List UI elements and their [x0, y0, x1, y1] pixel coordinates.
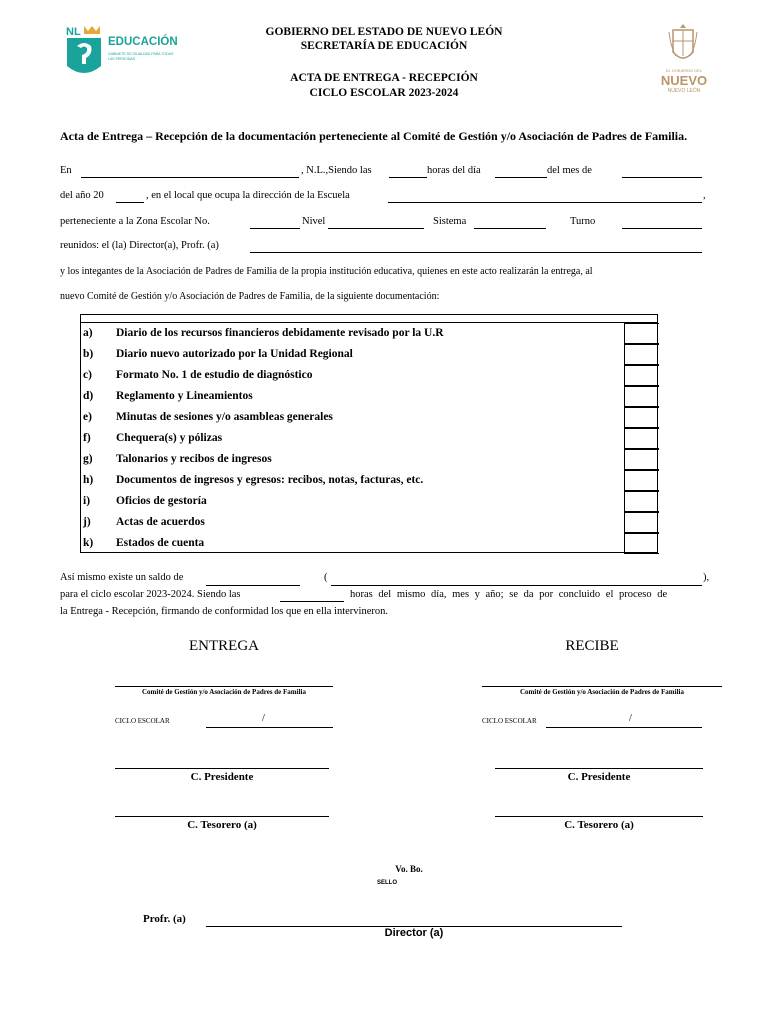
document-checkbox[interactable] — [624, 323, 659, 344]
document-item: Chequera(s) y pólizas — [116, 432, 223, 444]
field-saldo[interactable] — [206, 585, 300, 586]
document-letter: k) — [83, 537, 94, 549]
field-localidad[interactable] — [81, 177, 299, 178]
education-logo-name: EDUCACIÓN — [108, 36, 178, 48]
document-checkbox[interactable] — [624, 512, 659, 533]
text-integrantes: y los integantes de la Asociación de Padres de Familia de la propia institución educativa, quienes en este acto realizarán la entrega, al — [60, 266, 593, 277]
document-checkbox[interactable] — [624, 428, 659, 449]
label-profr: Profr. (a) — [143, 913, 186, 925]
intro-title: Acta de Entrega – Recepción de la documentación perteneciente al Comité de Gestión y/o Asociación de Padres de Familia. — [60, 129, 688, 143]
table-row — [81, 512, 657, 533]
document-checkbox[interactable] — [624, 533, 659, 554]
label-horas-mismo-dia: horas del mismo día, mes y año; se da por concluido el proceso de — [350, 589, 668, 600]
document-item: Talonarios y recibos de ingresos — [116, 453, 272, 465]
header-acta-title: ACTA DE ENTREGA - RECEPCIÓN — [290, 72, 478, 84]
label-comite-recibe: Comité de Gestión y/o Asociación de Padres de Familia — [520, 688, 684, 696]
field-saldo-letra[interactable] — [331, 585, 702, 586]
document-checkbox[interactable] — [624, 407, 659, 428]
document-letter: c) — [83, 369, 92, 381]
field-director-name[interactable] — [250, 252, 702, 253]
education-logo-tagline: GABINETE DE IGUALDAD PARA TODAS LAS PERSONAS — [108, 52, 174, 61]
document-item: Reglamento y Lineamientos — [116, 390, 253, 402]
field-horas-cierre[interactable] — [280, 601, 344, 602]
label-nivel: Nivel — [302, 216, 326, 227]
signature-line-entrega-comite[interactable] — [115, 686, 333, 687]
label-comma: , — [703, 190, 706, 201]
document-item: Diario nuevo autorizado por la Unidad Regional — [116, 348, 353, 360]
table-row — [81, 470, 657, 491]
field-anio[interactable] — [116, 202, 144, 203]
field-sistema[interactable] — [474, 228, 546, 229]
field-mes[interactable] — [622, 177, 702, 178]
document-item: Actas de acuerdos — [116, 516, 205, 528]
label-paren-open: ( — [324, 572, 328, 583]
label-sello: SELLO — [377, 880, 398, 886]
table-row — [81, 449, 657, 470]
field-escuela[interactable] — [388, 202, 702, 203]
table-row — [81, 386, 657, 407]
document-letter: j) — [83, 516, 91, 528]
document-letter: g) — [83, 453, 93, 465]
heading-recibe: RECIBE — [565, 638, 619, 654]
field-zona[interactable] — [250, 228, 300, 229]
label-slash-entrega: / — [262, 713, 265, 724]
heading-entrega: ENTREGA — [189, 638, 259, 654]
label-zona: perteneciente a la Zona Escolar No. — [60, 216, 210, 227]
table-row — [81, 344, 657, 365]
label-en: En — [60, 165, 72, 176]
field-ciclo-entrega[interactable] — [206, 727, 333, 728]
document-letter: i) — [83, 495, 91, 507]
document-checkbox[interactable] — [624, 449, 659, 470]
label-presidente-entrega: C. Presidente — [190, 771, 254, 783]
field-horas[interactable] — [389, 177, 427, 178]
document-item: Diario de los recursos financieros debidamente revisado por la U.R — [116, 327, 444, 339]
text-conformidad: la Entrega - Recepción, firmando de conformidad los que en ella intervineron. — [60, 606, 389, 617]
label-horas-dia: horas del día — [427, 165, 481, 176]
document-checkbox[interactable] — [624, 491, 659, 512]
signature-line-presidente-entrega[interactable] — [115, 768, 329, 769]
document-letter: b) — [83, 348, 94, 360]
table-row — [81, 365, 657, 386]
document-item: Formato No. 1 de estudio de diagnóstico — [116, 369, 313, 381]
table-row — [81, 323, 657, 344]
document-checkbox[interactable] — [624, 386, 659, 407]
document-letter: h) — [83, 474, 94, 486]
label-reunidos: reunidos: el (la) Director(a), Profr. (a) — [60, 240, 219, 251]
label-slash-recibe: / — [629, 713, 632, 724]
label-director: Director (a) — [384, 927, 444, 939]
label-turno: Turno — [570, 216, 596, 227]
table-row — [81, 491, 657, 512]
field-turno[interactable] — [622, 228, 702, 229]
label-ciclo-recibe: CICLO ESCOLAR — [482, 717, 537, 725]
document-item: Minutas de sesiones y/o asambleas generales — [116, 411, 333, 423]
table-row — [81, 407, 657, 428]
signature-line-recibe-comite[interactable] — [482, 686, 722, 687]
document-item: Oficios de gestoría — [116, 495, 207, 507]
label-presidente-recibe: C. Presidente — [567, 771, 631, 783]
label-anio: del año 20 — [60, 190, 104, 201]
text-nuevo-comite: nuevo Comité de Gestión y/o Asociación de Padres de Familia, de la siguiente documentación: — [60, 291, 440, 302]
document-letter: f) — [83, 432, 91, 444]
table-row — [81, 428, 657, 449]
signature-line-tesorero-recibe[interactable] — [495, 816, 703, 817]
table-row — [81, 533, 657, 554]
header-government: GOBIERNO DEL ESTADO DE NUEVO LEÓN — [265, 26, 503, 38]
label-ciclo-entrega: CICLO ESCOLAR — [115, 717, 170, 725]
label-tesorero-recibe: C. Tesorero (a) — [564, 819, 634, 831]
label-nl-siendo: , N.L.,Siendo las — [301, 165, 372, 176]
label-paren-close: ), — [703, 572, 710, 583]
document-checkbox[interactable] — [624, 470, 659, 491]
document-letter: a) — [83, 327, 93, 339]
document-item: Estados de cuenta — [116, 537, 205, 549]
signature-line-tesorero-entrega[interactable] — [115, 816, 329, 817]
field-ciclo-recibe[interactable] — [546, 727, 702, 728]
label-sistema: Sistema — [433, 216, 467, 227]
documents-table — [80, 314, 658, 553]
nuevo-leon-logo-sub: NUEVO LEÓN — [667, 88, 701, 94]
document-checkbox[interactable] — [624, 365, 659, 386]
label-ciclo-siendo: para el ciclo escolar 2023-2024. Siendo las — [60, 589, 241, 600]
document-checkbox[interactable] — [624, 344, 659, 365]
header-ciclo: CICLO ESCOLAR 2023-2024 — [309, 87, 459, 99]
nuevo-leon-logo-caption: EL GOBIERNO DEL — [665, 68, 703, 73]
field-nivel[interactable] — [328, 228, 424, 229]
signature-line-presidente-recibe[interactable] — [495, 768, 703, 769]
field-dia[interactable] — [495, 177, 547, 178]
svg-text:NL: NL — [66, 26, 81, 38]
nuevo-leon-logo-name: NUEVO — [660, 73, 708, 88]
label-local: , en el local que ocupa la dirección de la Escuela — [146, 190, 350, 201]
header-secretaria: SECRETARÍA DE EDUCACIÓN — [300, 40, 468, 52]
document-letter: d) — [83, 390, 94, 402]
document-item: Documentos de ingresos y egresos: recibos, notas, facturas, etc. — [116, 474, 424, 486]
label-mes: del mes de — [547, 165, 592, 176]
document-letter: e) — [83, 411, 92, 423]
label-saldo: Así mismo existe un saldo de — [60, 572, 184, 583]
label-tesorero-entrega: C. Tesorero (a) — [187, 819, 257, 831]
label-vobo: Vo. Bo. — [395, 864, 423, 874]
label-comite-entrega: Comité de Gestión y/o Asociación de Padres de Familia — [142, 688, 306, 696]
